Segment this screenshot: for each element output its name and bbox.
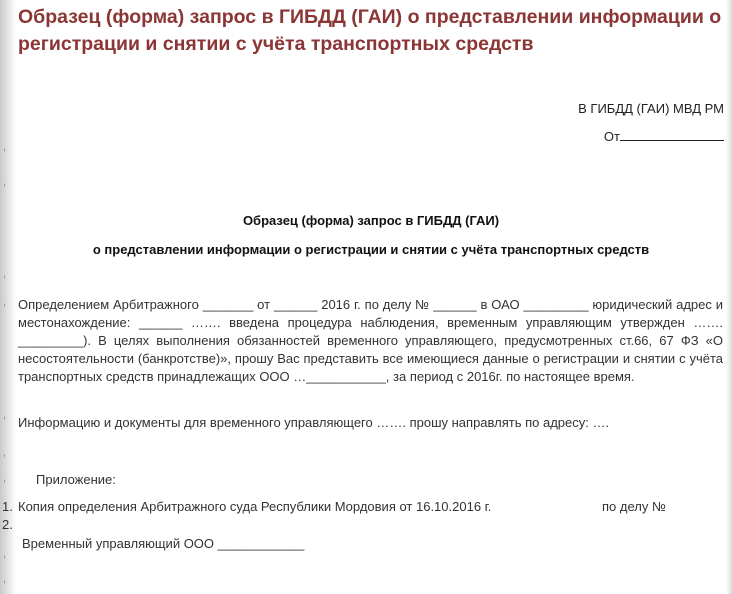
margin-mark: , xyxy=(3,296,7,308)
margin-mark: , xyxy=(3,447,7,459)
attachment-item-1-number: 1. xyxy=(2,499,13,514)
right-margin-shade xyxy=(726,0,732,594)
margin-mark: , xyxy=(3,141,7,153)
margin-mark: , xyxy=(3,573,7,585)
margin-mark: , xyxy=(3,176,7,188)
document-heading-2: о представлении информации о регистрации и снятии с учёта транспортных средств xyxy=(92,242,650,257)
signature-line: Временный управляющий ООО ____________ xyxy=(22,536,305,551)
margin-mark: , xyxy=(3,548,7,560)
attachment-label: Приложение: xyxy=(36,472,116,487)
recipient-line: В ГИБДД (ГАИ) МВД РМ xyxy=(578,101,724,116)
sender-label: От xyxy=(603,129,620,144)
sender-blank xyxy=(620,129,724,141)
attachment-item-1-case: по делу № xyxy=(602,499,666,514)
attachment-item-1-text: Копия определения Арбитражного суда Республики Мордовия от 16.10.2016 г. xyxy=(18,499,492,514)
margin-mark: , xyxy=(3,472,7,484)
body-paragraph-2: Информацию и документы для временного управляющего ……. прошу направлять по адресу: …. xyxy=(18,415,610,430)
margin-mark: , xyxy=(3,268,7,280)
sender-line xyxy=(604,129,724,144)
margin-mark: , xyxy=(3,409,7,421)
document-heading-1: Образец (форма) запрос в ГИБДД (ГАИ) xyxy=(242,213,500,228)
body-paragraph-1: Определением Арбитражного _______ от ______ 2016 г. по делу № ______ в ОАО _________ юридический адрес и местонахождение: ______ ……. введена процедура наблюдения, временным управляющим утвержден ……. _________). В целях выполнения обязанностей временного управляющего, предусмотренных ст.66, 67 ФЗ «О несостоятельности (банкротстве)», прошу Вас представить все имеющиеся данные о регистрации и снятии с учёта транспортных средств принадлежащих ООО …___________, за период с 2016г. по настоящее время. xyxy=(18,297,723,384)
attachment-item-2-number: 2. xyxy=(2,517,13,532)
page-title: Образец (форма) запрос в ГИБДД (ГАИ) о представлении информации о регистрации и снятии с учёта транспортных средств xyxy=(18,6,722,55)
